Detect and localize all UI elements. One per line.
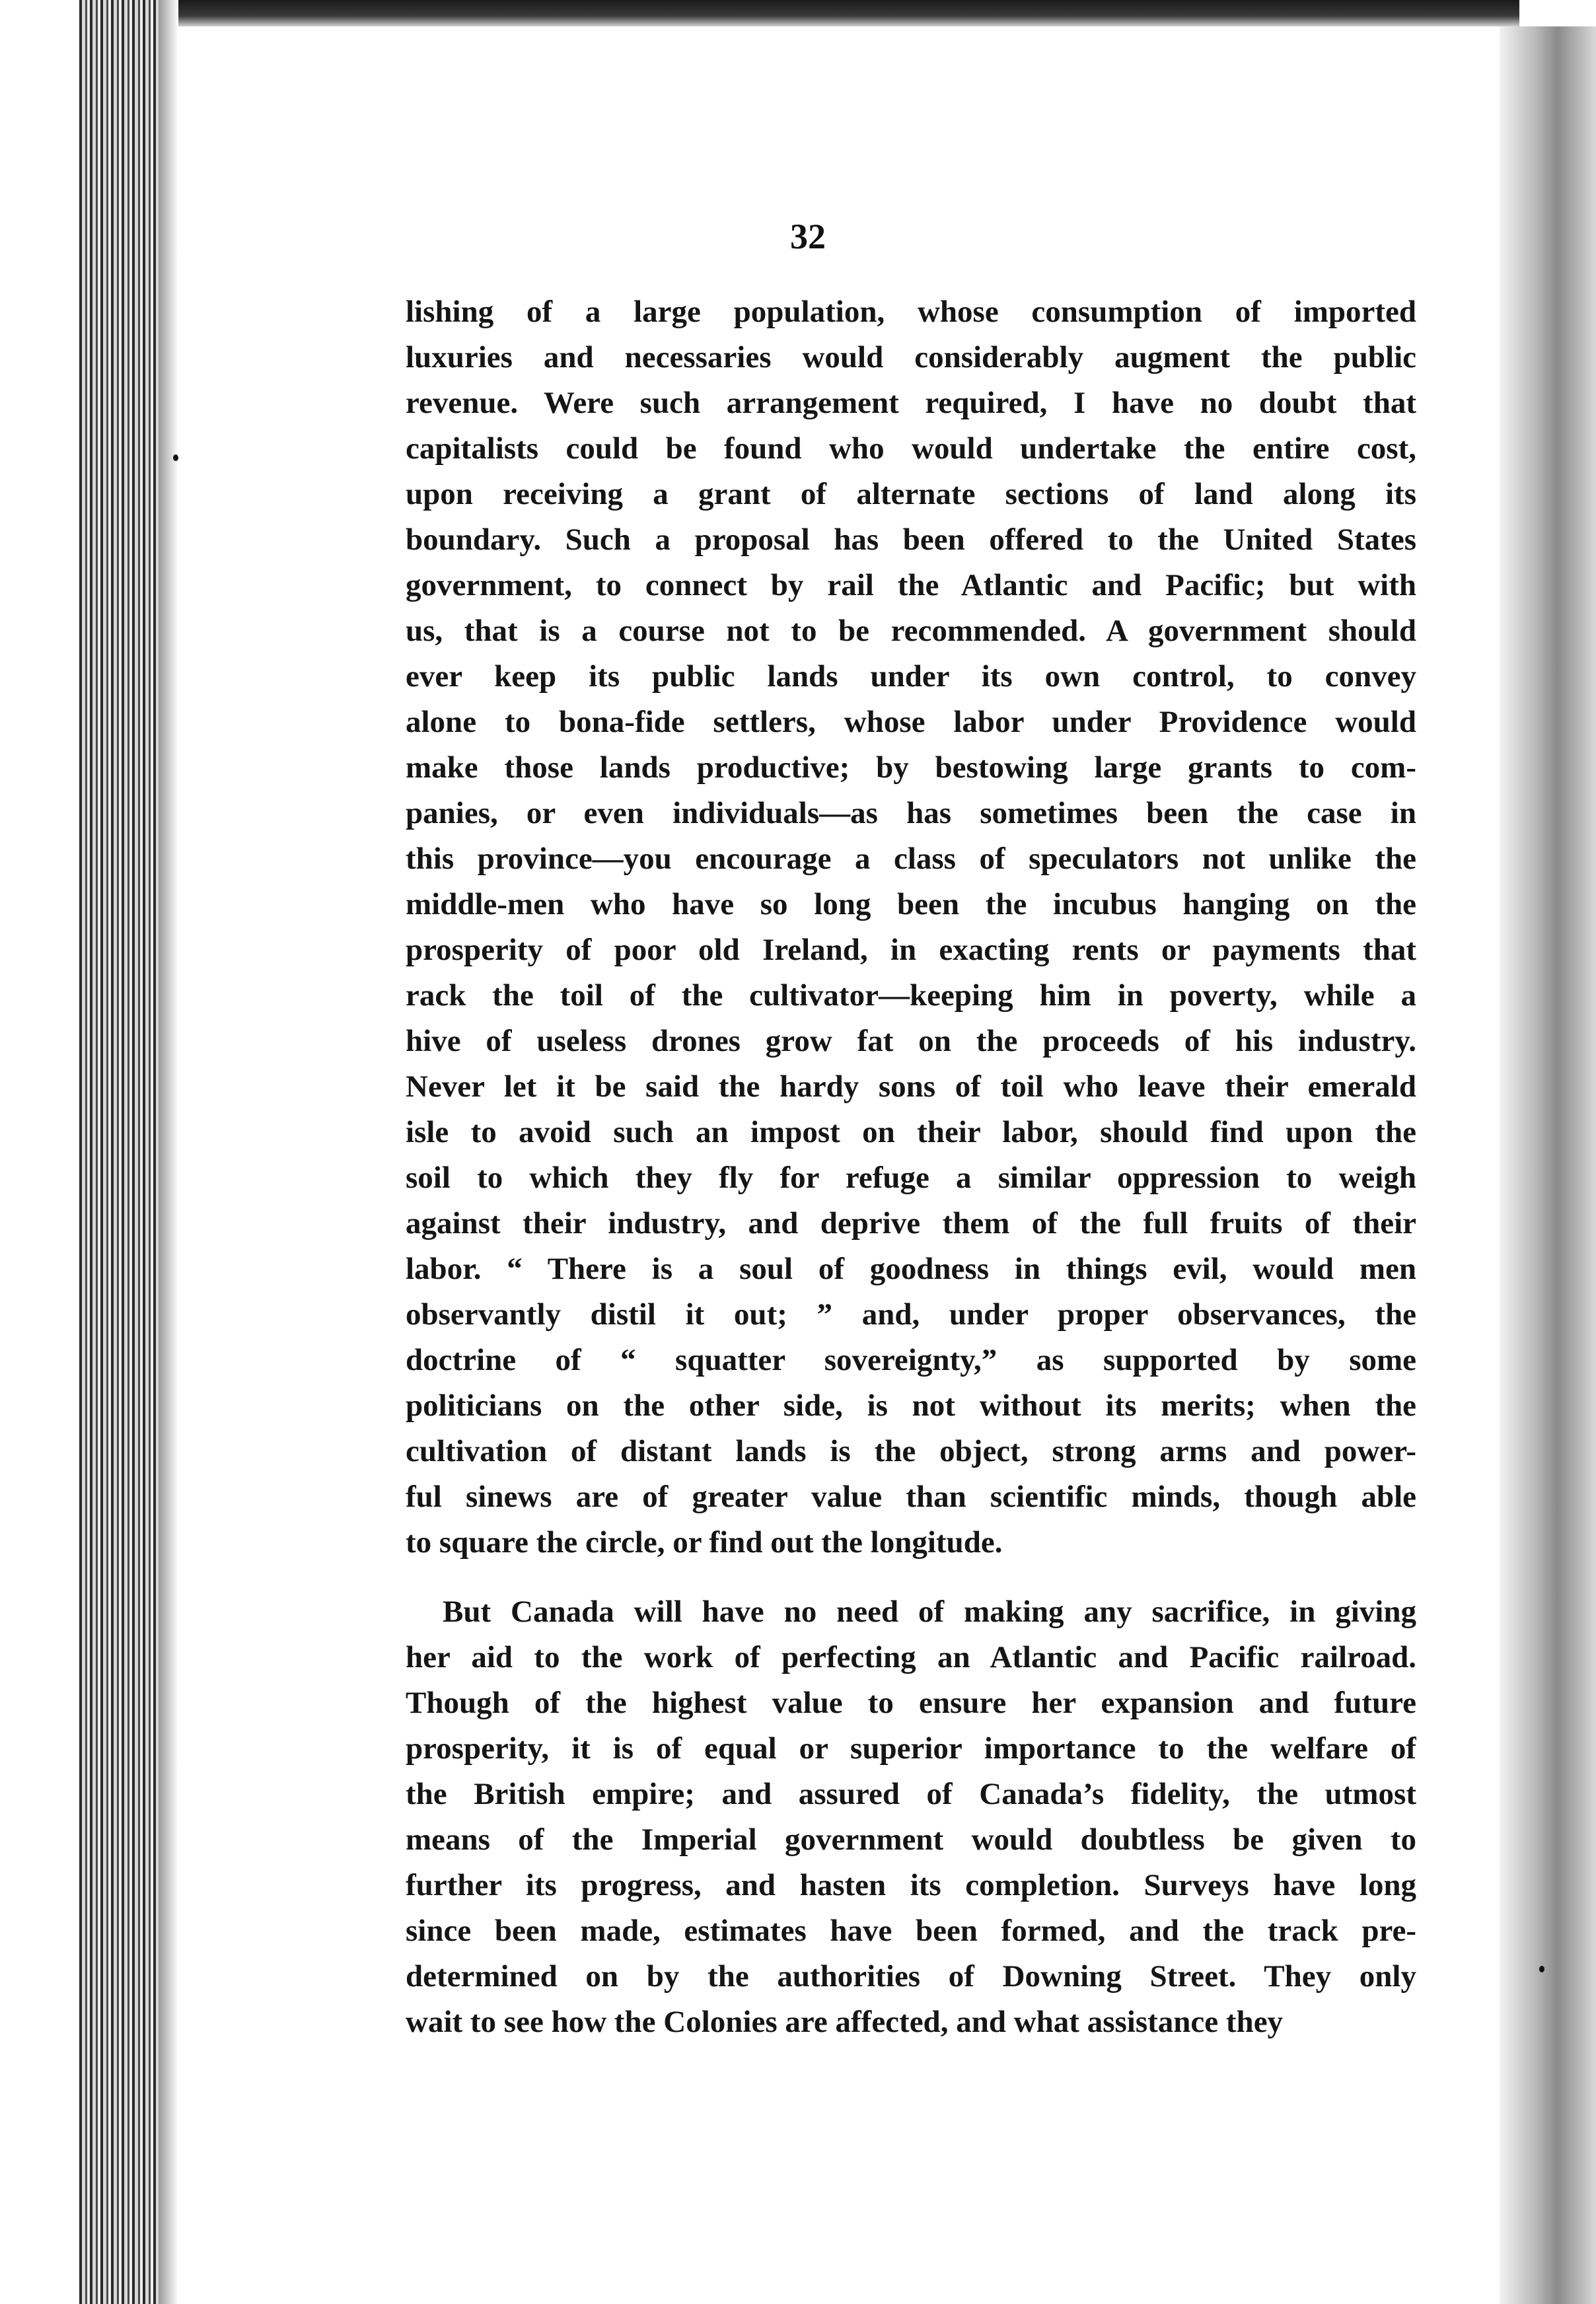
text-line: observantly distil it out; ” and, under proper observances, the [406,1297,1416,1332]
text-line: hive of useless drones grow fat on the proceeds of his industry. [406,1024,1416,1058]
text-line: since been made, estimates have been formed, and the track pre- [406,1914,1416,1948]
text-line: boundary. Such a proposal has been offered to the United States [406,522,1416,557]
text-line: prosperity, it is of equal or superior importance to the welfare of [406,1731,1416,1766]
text-line: middle-men who have so long been the incubus hanging on the [406,887,1416,921]
text-line: further its progress, and hasten its completion. Surveys have long [406,1868,1416,1902]
text-line: the British empire; and assured of Canada’s fidelity, the utmost [406,1777,1416,1811]
scan-speck [173,454,178,461]
text-line: government, to connect by rail the Atlantic and Pacific; but with [406,568,1416,602]
text-line: luxuries and necessaries would considerably augment the public [406,340,1416,375]
text-line: ever keep its public lands under its own control, to convey [406,659,1416,694]
book-binding-edge [79,0,159,2304]
text-line: panies, or even individuals—as has sometimes been the case in [406,796,1416,830]
text-line: means of the Imperial government would doubtless be given to [406,1822,1416,1857]
text-line: capitalists could be found who would undertake the entire cost, [406,431,1416,466]
text-line: lishing of a large population, whose consumption of imported [406,295,1416,329]
text-line: cultivation of distant lands is the object, strong arms and power- [406,1434,1416,1468]
text-line: us, that is a course not to be recommended. A government should [406,614,1416,648]
text-line: alone to bona-fide settlers, whose labor under Providence would [406,705,1416,739]
text-line: isle to avoid such an impost on their labor, should find upon the [406,1115,1416,1149]
text-line: wait to see how the Colonies are affected, and what assistance they [406,2005,1284,2039]
text-line: upon receiving a grant of alternate sections of land along its [406,477,1416,511]
text-line: make those lands productive; by bestowing large grants to com- [406,750,1416,785]
text-line: ful sinews are of greater value than scientific minds, though able [406,1480,1416,1514]
text-line: Though of the highest value to ensure her expansion and future [406,1686,1416,1720]
body-text [406,289,1416,2045]
text-line: prosperity of poor old Ireland, in exacting rents or payments that [406,933,1416,967]
binding-shadow [159,0,178,2304]
page-stack-edge [1500,26,1596,2304]
text-line: her aid to the work of perfecting an Atlantic and Pacific railroad. [406,1640,1416,1674]
text-line: determined on by the authorities of Downing Street. They only [406,1959,1416,1994]
paragraph [406,1589,1416,2045]
scan-speck [1539,1966,1544,1972]
text-line: doctrine of “ squatter sovereignty,” as supported by some [406,1343,1416,1377]
text-line: this province—you encourage a class of speculators not unlike the [406,842,1416,876]
paragraph [406,289,1416,1566]
text-line: against their industry, and deprive them of the full fruits of their [406,1206,1416,1241]
page-number: 32 [790,217,826,256]
text-line: to square the circle, or find out the longitude. [406,1525,1003,1560]
scan-top-edge [79,0,1519,26]
text-line: Never let it be said the hardy sons of toil who leave their emerald [406,1069,1416,1104]
text-line: soil to which they fly for refuge a similar oppression to weigh [406,1161,1416,1195]
text-line: revenue. Were such arrangement required, I have no doubt that [406,386,1416,420]
text-line: rack the toil of the cultivator—keeping him in poverty, while a [406,978,1416,1013]
text-line: politicians on the other side, is not without its merits; when the [406,1388,1416,1423]
text-line: labor. “ There is a soul of goodness in things evil, would men [406,1252,1416,1286]
text-line: But Canada will have no need of making any sacrifice, in giving [443,1595,1416,1629]
